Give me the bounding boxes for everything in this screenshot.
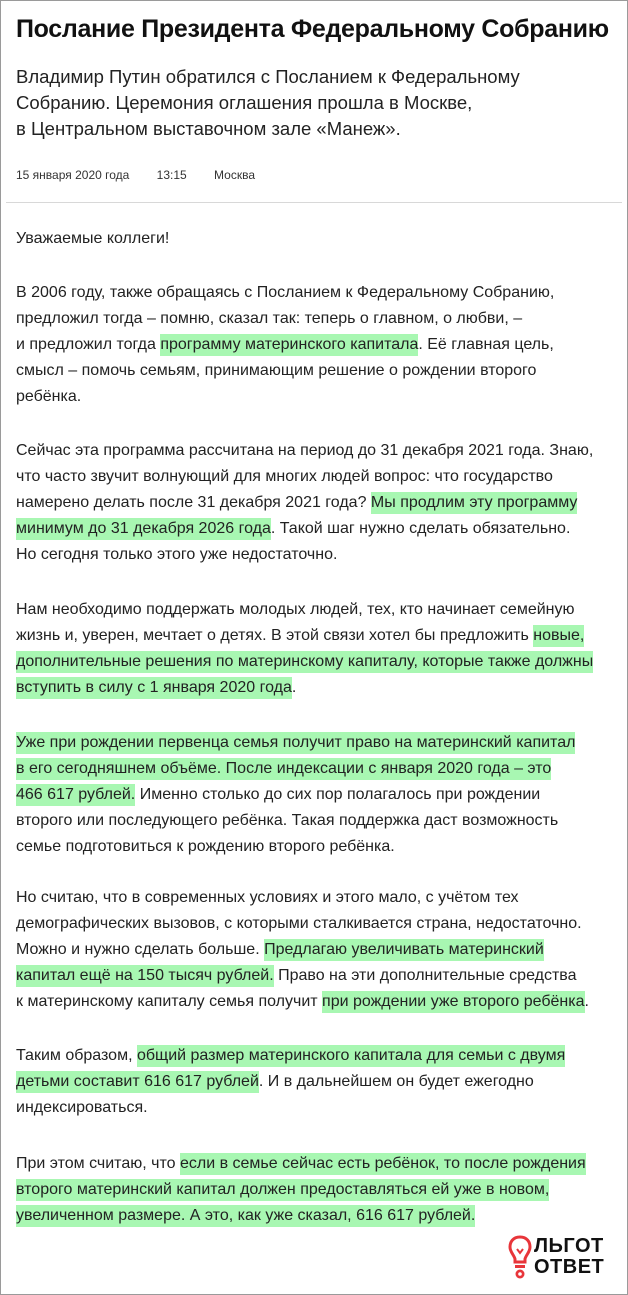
text-segment: намерено делать после 31 декабря 2021 года? — [16, 494, 371, 511]
highlighted-text: увеличенном размере. А это, как уже сказал, 616 617 рублей. — [16, 1205, 475, 1227]
highlighted-text: Уже при рождении первенца семья получит право на материнский капитал — [16, 732, 575, 754]
highlighted-text: дополнительные решения по материнскому капиталу, которые также должны — [16, 651, 593, 673]
subtitle-line: Владимир Путин обратился с Посланием к Федеральному — [16, 66, 520, 87]
article-line — [16, 516, 616, 542]
article-line — [16, 834, 616, 860]
subtitle-line: в Центральном выставочном зале «Манеж». — [16, 118, 401, 139]
page-subtitle — [16, 64, 616, 142]
text-segment: Уважаемые коллеги! — [16, 230, 170, 247]
article-line — [16, 542, 616, 568]
article-line — [16, 1069, 616, 1095]
subtitle-line: Собранию. Церемония оглашения прошла в Москве, — [16, 92, 473, 113]
highlighted-text: детьми составит 616 617 рублей — [16, 1071, 259, 1093]
article-line — [16, 332, 616, 358]
article-line — [16, 675, 616, 701]
article-line — [16, 1177, 616, 1203]
article-line — [16, 464, 616, 490]
article-line — [16, 937, 616, 963]
highlighted-text: новые, — [533, 625, 584, 647]
article-line — [16, 384, 616, 410]
lightbulb-icon — [508, 1234, 532, 1280]
text-segment: Таким образом, — [16, 1047, 137, 1064]
article-line — [16, 1151, 616, 1177]
article-line — [16, 1095, 616, 1121]
logo-text — [534, 1236, 604, 1278]
text-segment: ребёнка. — [16, 388, 82, 405]
article-line — [16, 808, 616, 834]
article-place: Москва — [214, 168, 256, 182]
article-line — [16, 885, 616, 911]
highlighted-text: Предлагаю увеличивать материнский — [264, 939, 544, 961]
text-segment: . И в дальнейшем он будет ежегодно — [258, 1073, 534, 1090]
highlighted-text: при рождении уже второго ребёнка — [322, 991, 584, 1013]
text-segment: и предложил тогда — [16, 336, 161, 353]
text-segment: Право на эти дополнительные средства — [273, 967, 577, 984]
text-segment: При этом считаю, что — [16, 1155, 180, 1172]
highlighted-text: Мы продлим эту программу — [371, 492, 577, 514]
text-segment: Сейчас эта программа рассчитана на период до 31 декабря 2021 года. Знаю, — [16, 442, 594, 459]
article-time: 13:15 — [156, 168, 187, 182]
text-segment: Нам необходимо поддержать молодых людей, тех, кто начинает семейную — [16, 601, 575, 618]
text-segment: индексироваться. — [16, 1099, 148, 1116]
text-segment: В 2006 году, также обращаясь с Посланием к Федеральному Собранию, — [16, 284, 555, 301]
text-segment: демографических вызовов, с которыми сталкивается страна, недостаточно. — [16, 915, 582, 932]
article-paragraph — [16, 1151, 616, 1229]
highlighted-text: программу материнского капитала — [160, 334, 418, 356]
text-segment: . Такой шаг нужно сделать обязательно. — [270, 520, 571, 537]
text-segment: Можно и нужно сделать больше. — [16, 941, 265, 958]
article-line — [16, 280, 616, 306]
text-segment: Но сегодня только этого уже недостаточно. — [16, 546, 338, 563]
article-line — [16, 989, 616, 1015]
article-line — [16, 756, 616, 782]
article-meta — [16, 168, 279, 182]
text-segment: смысл – помочь семьям, принимающим решение о рождении второго — [16, 362, 537, 379]
highlighted-text: капитал ещё на 150 тысяч рублей. — [16, 965, 274, 987]
text-segment: предложил тогда – помню, сказал так: теперь о главном, о любви, – — [16, 310, 523, 327]
article-line — [16, 1043, 616, 1069]
article-paragraph — [16, 1043, 616, 1121]
text-segment: Именно столько до сих пор полагалось при рождении — [135, 786, 541, 803]
text-segment: что часто звучит волнующий для многих людей вопрос: что государство — [16, 468, 553, 485]
highlighted-text: общий размер материнского капитала для семьи с двумя — [137, 1045, 565, 1067]
highlighted-text: вступить в силу с 1 января 2020 года — [16, 677, 292, 699]
text-segment: . Её главная цель, — [418, 336, 554, 353]
highlighted-text: 466 617 рублей. — [16, 784, 135, 806]
article-paragraph — [16, 438, 616, 568]
article-date: 15 января 2020 года — [16, 168, 130, 182]
article-line — [16, 649, 616, 675]
logo-line: ОТВЕТ — [534, 1256, 605, 1278]
article-paragraph — [16, 885, 616, 1015]
text-segment: жизнь и, уверен, мечтает о детях. В этой связи хотел бы предложить — [16, 627, 534, 644]
article-paragraph — [16, 280, 616, 410]
highlighted-text: второго материнский капитал должен предоставляться ей уже в новом, — [16, 1179, 549, 1201]
article-line — [16, 358, 616, 384]
article-line — [16, 730, 616, 756]
text-segment: . — [291, 679, 297, 696]
article-line — [16, 438, 616, 464]
highlighted-text: в его сегодняшнем объёме. После индексации с января 2020 года – это — [16, 758, 551, 780]
text-segment: Но считаю, что в современных условиях и этого мало, с учётом тех — [16, 889, 519, 906]
article-paragraph — [16, 226, 616, 252]
divider — [6, 202, 622, 203]
highlighted-text: если в семье сейчас есть ребёнок, то после рождения — [180, 1153, 586, 1175]
article-line — [16, 623, 616, 649]
article-line — [16, 306, 616, 332]
article-line — [16, 963, 616, 989]
article-paragraph — [16, 597, 616, 701]
lgotnik-logo[interactable] — [508, 1234, 616, 1282]
page-title: Послание Президента Федеральному Собранию — [16, 15, 609, 43]
article-line — [16, 226, 616, 252]
article-line — [16, 490, 616, 516]
article-line — [16, 782, 616, 808]
text-segment: семье подготовиться к рождению второго ребёнка. — [16, 838, 395, 855]
article-line — [16, 911, 616, 937]
highlighted-text: минимум до 31 декабря 2026 года — [16, 518, 271, 540]
text-segment: к материнскому капиталу семья получит — [16, 993, 323, 1010]
article-paragraph — [16, 730, 616, 860]
logo-line: ЛЬГОТ — [534, 1235, 604, 1257]
article-line — [16, 597, 616, 623]
article-line — [16, 1203, 616, 1229]
text-segment: . — [584, 993, 589, 1010]
text-segment: второго или последующего ребёнка. Такая поддержка даст возможность — [16, 812, 559, 829]
